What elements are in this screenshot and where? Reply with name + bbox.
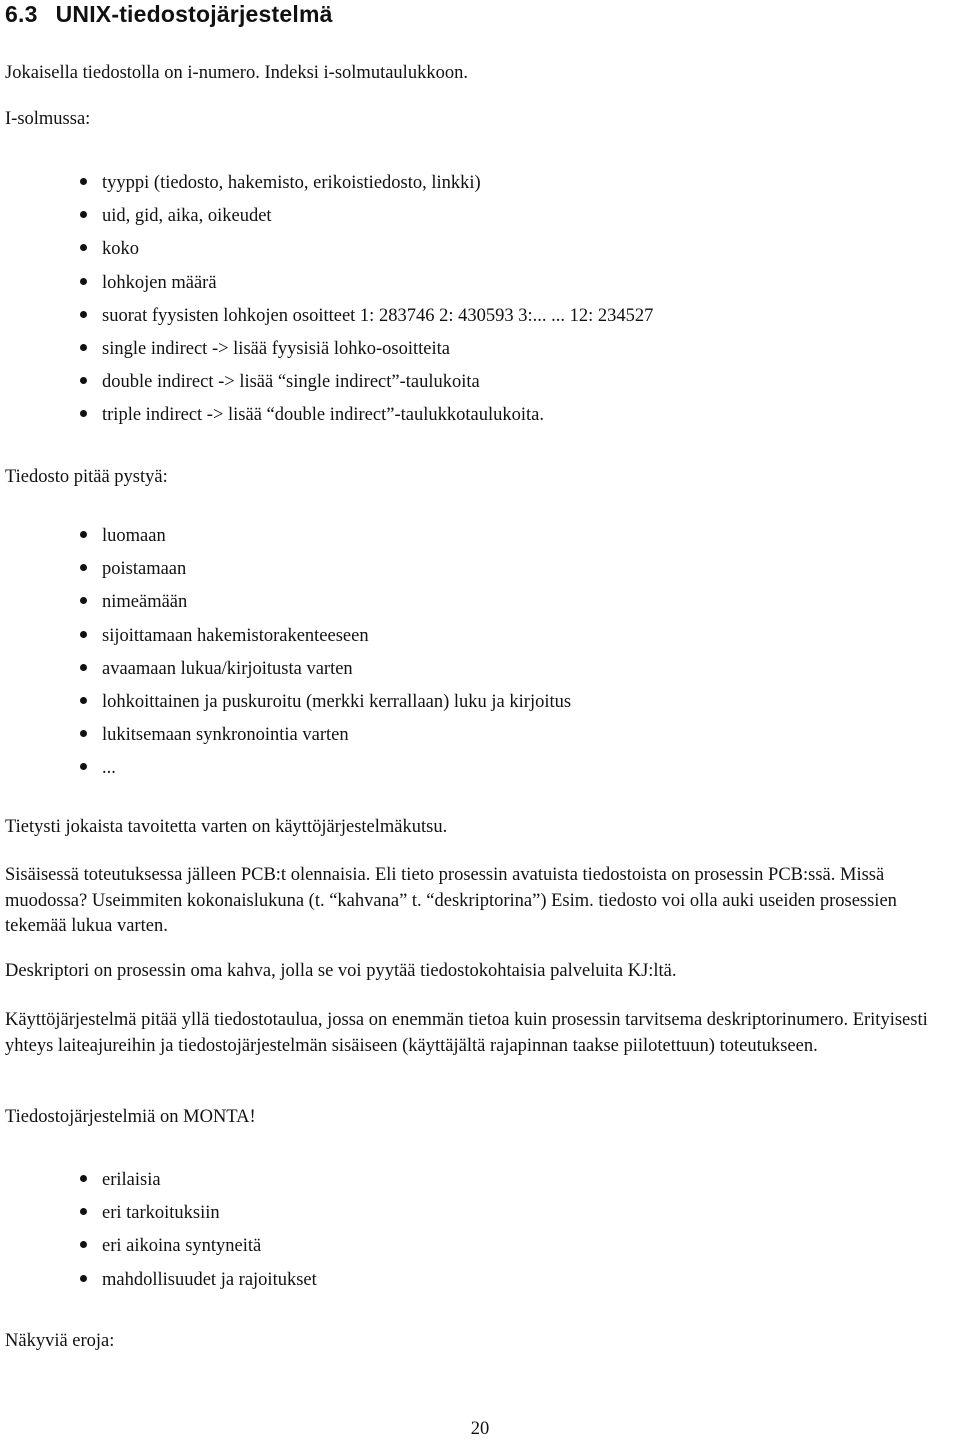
list-item: suorat fyysisten lohkojen osoitteet 1: 283746 2: 430593 3:... ... 12: 234527 [80, 303, 653, 336]
bullet-icon [80, 664, 87, 671]
intro-paragraph: Jokaisella tiedostolla on i-numero. Indeksi i-solmutaulukkoon. [5, 63, 468, 83]
list-item: lohkoittainen ja puskuroitu (merkki kerrallaan) luku ja kirjoitus [80, 689, 571, 722]
many-fs-paragraph: Tiedostojärjestelmiä on MONTA! [5, 1107, 256, 1127]
bullet-icon [80, 244, 87, 251]
differences-label: Näkyviä eroja: [5, 1331, 115, 1351]
list-item: uid, gid, aika, oikeudet [80, 203, 653, 236]
bullet-icon [80, 377, 87, 384]
bullet-icon [80, 1241, 87, 1248]
list-item: sijoittamaan hakemistorakenteeseen [80, 623, 571, 656]
list-item: mahdollisuudet ja rajoitukset [80, 1267, 317, 1300]
list-item: triple indirect -> lisää “double indirect”-taulukkotaulukoita. [80, 402, 653, 435]
bullet-icon [80, 631, 87, 638]
list-item: lukitsemaan synkronointia varten [80, 722, 571, 755]
file-ops-label: Tiedosto pitää pystyä: [5, 467, 168, 487]
list-item: erilaisia [80, 1167, 317, 1200]
bullet-icon [80, 311, 87, 318]
list-item: lohkojen määrä [80, 270, 653, 303]
bullet-icon [80, 1208, 87, 1215]
list-item: eri aikoina syntyneitä [80, 1233, 317, 1266]
bullet-icon [80, 730, 87, 737]
bullet-icon [80, 410, 87, 417]
list-item: luomaan [80, 523, 571, 556]
file-ops-list [80, 523, 571, 789]
bullet-icon [80, 178, 87, 185]
page-number: 20 [470, 1419, 490, 1439]
bullet-icon [80, 564, 87, 571]
bullet-icon [80, 211, 87, 218]
list-item: ... [80, 755, 571, 788]
inode-list [80, 170, 653, 436]
list-item: avaamaan lukua/kirjoitusta varten [80, 656, 571, 689]
kernel-paragraph: Käyttöjärjestelmä pitää yllä tiedostotaulua, jossa on enemmän tietoa kuin prosessin tarvitsema deskriptorinumero. Erityisesti yhteys laiteajureihin ja tiedostojärjestelmän sisäiseen (käyttäjältä rajapinnan taakse piilotettuun) toteutukseen. [5, 1010, 928, 1056]
section-number: 6.3 [5, 1, 38, 27]
bullet-icon [80, 1275, 87, 1282]
list-item: double indirect -> lisää “single indirect”-taulukoita [80, 369, 653, 402]
list-item: nimeämään [80, 589, 571, 622]
list-item: koko [80, 236, 653, 269]
fs-list [80, 1167, 317, 1300]
bullet-icon [80, 531, 87, 538]
list-item: single indirect -> lisää fyysisiä lohko-osoitteita [80, 336, 653, 369]
section-heading [5, 0, 333, 28]
bullet-icon [80, 278, 87, 285]
section-title: UNIX-tiedostojärjestelmä [55, 1, 333, 27]
descriptor-paragraph: Deskriptori on prosessin oma kahva, jolla se voi pyytää tiedostokohtaisia palveluita KJ:ltä. [5, 961, 677, 981]
inode-label: I-solmussa: [5, 109, 91, 129]
bullet-icon [80, 763, 87, 770]
list-item: poistamaan [80, 556, 571, 589]
bullet-icon [80, 1175, 87, 1182]
bullet-icon [80, 344, 87, 351]
syscall-paragraph: Tietysti jokaista tavoitetta varten on käyttöjärjestelmäkutsu. [5, 817, 448, 837]
bullet-icon [80, 697, 87, 704]
list-item: tyyppi (tiedosto, hakemisto, erikoistiedosto, linkki) [80, 170, 653, 203]
bullet-icon [80, 597, 87, 604]
list-item: eri tarkoituksiin [80, 1200, 317, 1233]
internal-paragraph: Sisäisessä toteutuksessa jälleen PCB:t olennaisia. Eli tieto prosessin avatuista tiedostoista on prosessin PCB:ssä. Missä muodossa? Useimmiten kokonaislukuna (t. “kahvana” t. “deskriptorina”) Esim. tiedosto voi olla auki useiden prosessien tekemää lukua varten. [5, 865, 897, 936]
